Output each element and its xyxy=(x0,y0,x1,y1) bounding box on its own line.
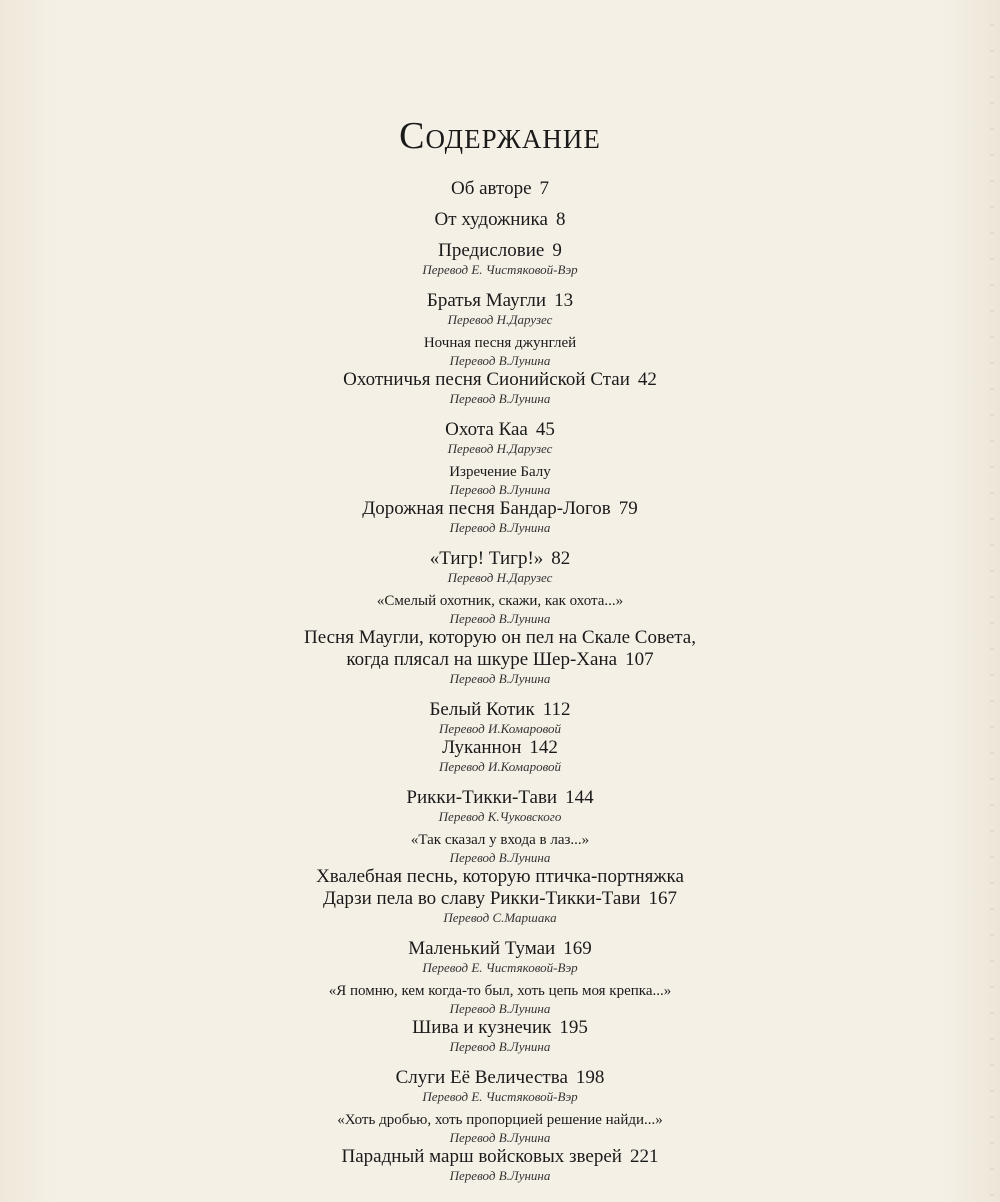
entry-title: От художника xyxy=(434,209,548,230)
toc-entry-preface[interactable] xyxy=(0,240,1000,262)
entry-title: «Так сказал у входа в лаз...» xyxy=(410,832,590,848)
toc-entry-so-said[interactable] xyxy=(0,831,1000,850)
entry-title: Слуги Её Величества xyxy=(395,1067,568,1088)
entry-page: 221 xyxy=(629,1146,659,1167)
toc-entry-night-song[interactable] xyxy=(0,334,1000,353)
entry-title: Дорожная песня Бандар-Логов xyxy=(362,498,611,519)
entry-title: Луканнон xyxy=(442,737,522,758)
entry-translator: Перевод Е. Чистяковой-Вэр xyxy=(422,1089,578,1104)
toc-entry-tiger[interactable] xyxy=(0,548,1000,570)
entry-title: Охотничья песня Сионийской Стаи xyxy=(343,369,630,390)
entry-translator: Перевод Е. Чистяковой-Вэр xyxy=(422,960,578,975)
table-of-contents xyxy=(0,112,1000,1184)
entry-page: 8 xyxy=(555,209,566,230)
entry-translator: Перевод В.Лунина xyxy=(449,1039,551,1054)
toc-entry-bandar-song[interactable] xyxy=(0,498,1000,520)
entry-title: Маленький Тумаи xyxy=(408,938,556,959)
toc-entry-kaa-hunt[interactable] xyxy=(0,419,1000,441)
entry-translator: Перевод С.Маршака xyxy=(443,910,557,925)
entry-page: 195 xyxy=(559,1017,588,1038)
entry-page: 79 xyxy=(618,498,638,519)
toc-entry-shot[interactable] xyxy=(0,1111,1000,1130)
entry-title: «Я помню, кем когда-то был, хоть цепь моя крепка...» xyxy=(328,983,672,999)
entry-translator: Перевод Е. Чистяковой-Вэр xyxy=(422,262,578,277)
toc-entry-servants[interactable] xyxy=(0,1067,1000,1089)
entry-title: Белый Котик xyxy=(429,699,535,720)
toc-entry-remember[interactable] xyxy=(0,982,1000,1001)
entry-title: «Смелый охотник, скажи, как охота...» xyxy=(376,593,624,609)
entry-translator: Перевод В.Лунина xyxy=(449,520,551,535)
toc-entry-brothers[interactable] xyxy=(0,290,1000,312)
toc-entry-toomai[interactable] xyxy=(0,938,1000,960)
entry-translator: Перевод Н.Дарузес xyxy=(447,441,553,456)
entry-title: Охота Каа xyxy=(445,419,528,440)
entry-title: Изречение Балу xyxy=(449,464,551,480)
entry-translator: Перевод К.Чуковского xyxy=(438,809,562,824)
entry-translator: Перевод В.Лунина xyxy=(449,1001,551,1016)
entry-translator: Перевод В.Лунина xyxy=(449,611,551,626)
entry-title-line2: когда плясал на шкуре Шер-Хана xyxy=(346,649,618,670)
entry-translator: Перевод Н.Дарузес xyxy=(447,312,553,327)
entry-title-line1: Хвалебная песнь, которую птичка-портняжка xyxy=(316,866,684,887)
toc-entry-rikki[interactable] xyxy=(0,787,1000,809)
toc-entry-shiva[interactable] xyxy=(0,1017,1000,1039)
entry-title-line2: Дарзи пела во славу Рикки-Тикки-Тави xyxy=(323,888,641,909)
entry-translator: Перевод В.Лунина xyxy=(449,1130,551,1145)
entry-page: 42 xyxy=(637,369,657,390)
entry-translator: Перевод И.Комаровой xyxy=(438,759,562,774)
entry-page: 13 xyxy=(554,290,574,311)
entry-page: 142 xyxy=(529,737,558,758)
entry-translator: Перевод В.Лунина xyxy=(449,671,551,686)
entry-page: 107 xyxy=(625,649,654,670)
entry-translator: Перевод И.Комаровой xyxy=(438,721,562,736)
entry-translator: Перевод В.Лунина xyxy=(449,353,551,368)
toc-entry-baloo[interactable] xyxy=(0,463,1000,482)
page-title: Содержание xyxy=(399,115,601,157)
entry-title-line1: Песня Маугли, которую он пел на Скале Совета, xyxy=(304,627,696,648)
toc-entry-mowgli-song[interactable] xyxy=(0,627,1000,671)
toc-entry-brave-hunter[interactable] xyxy=(0,592,1000,611)
entry-title: Об авторе xyxy=(450,178,532,199)
entry-page: 198 xyxy=(575,1067,605,1088)
entry-title: Ночная песня джунглей xyxy=(423,335,577,351)
entry-page: 144 xyxy=(565,787,594,808)
entry-title: Рикки-Тикки-Тави xyxy=(406,787,558,808)
entry-title: «Тигр! Тигр!» xyxy=(429,548,544,569)
entry-page: 82 xyxy=(551,548,571,569)
entry-translator: Перевод В.Лунина xyxy=(449,482,551,497)
entry-translator: Перевод В.Лунина xyxy=(449,850,551,865)
entry-page: 169 xyxy=(563,938,592,959)
toc-entry-from-artist[interactable] xyxy=(0,209,1000,231)
toc-entry-lukannon[interactable] xyxy=(0,737,1000,759)
entry-page: 9 xyxy=(552,240,562,261)
entry-translator: Перевод Н.Дарузес xyxy=(447,570,553,585)
toc-entry-about-author[interactable] xyxy=(0,178,1000,200)
toc-entry-white-seal[interactable] xyxy=(0,699,1000,721)
entry-title: Братья Маугли xyxy=(426,290,547,311)
entry-page: 45 xyxy=(535,419,555,440)
entry-title: Парадный марш войсковых зверей xyxy=(341,1146,622,1167)
entry-page: 7 xyxy=(539,178,550,199)
entry-translator: Перевод В.Лунина xyxy=(449,1168,551,1183)
toc-entry-darzee[interactable] xyxy=(0,866,1000,910)
entry-translator: Перевод В.Лунина xyxy=(449,391,551,406)
entry-page: 112 xyxy=(542,699,571,720)
entry-page: 167 xyxy=(648,888,677,909)
entry-title: Шива и кузнечик xyxy=(412,1017,552,1038)
entry-title: «Хоть дробью, хоть пропорцией решение найди...» xyxy=(337,1112,663,1128)
toc-entry-parade[interactable] xyxy=(0,1146,1000,1168)
toc-entry-hunting-song[interactable] xyxy=(0,369,1000,391)
entry-title: Предисловие xyxy=(438,240,545,261)
